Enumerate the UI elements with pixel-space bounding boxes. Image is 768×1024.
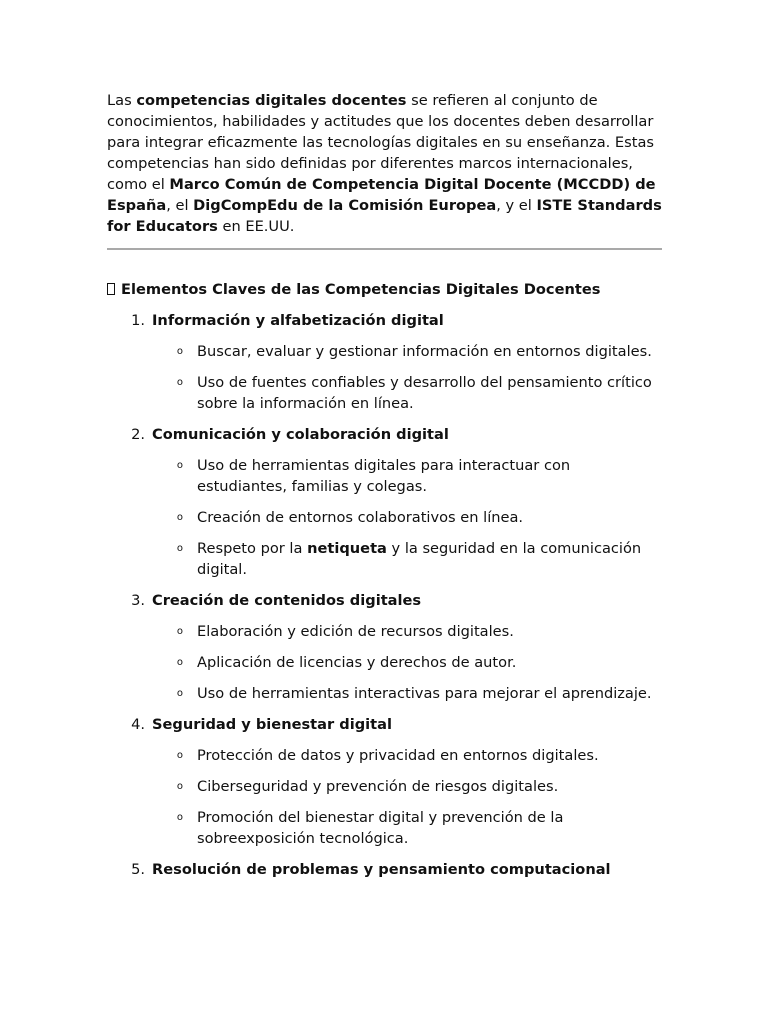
bullet-item xyxy=(107,776,662,797)
list-item-title: Seguridad y bienestar digital xyxy=(152,716,393,733)
list-item-number: 4. xyxy=(131,716,145,733)
bullet-text xyxy=(197,807,662,849)
bullet-text-part: y la seguridad en la comunicación digital. xyxy=(197,540,642,578)
bullet-text-part: Ciberseguridad y prevención de riesgos digitales. xyxy=(197,778,559,795)
sub-bullet-list xyxy=(107,341,662,414)
bullet-circle-icon: o xyxy=(176,512,183,523)
intro-text-4: , y el xyxy=(496,197,537,214)
list-item-number: 3. xyxy=(131,592,145,609)
bullet-text-part: Buscar, evaluar y gestionar información en entornos digitales. xyxy=(197,343,652,360)
list-item-heading xyxy=(107,424,662,445)
bullet-item xyxy=(107,745,662,766)
horizontal-divider xyxy=(107,248,662,250)
intro-paragraph xyxy=(107,90,662,237)
bullet-circle-icon: o xyxy=(176,346,183,357)
sub-bullet-list xyxy=(107,745,662,849)
bullet-circle-icon: o xyxy=(176,688,183,699)
section-heading xyxy=(107,279,662,300)
list-item-heading xyxy=(107,859,662,880)
bullet-text-part: Uso de fuentes confiables y desarrollo del pensamiento crítico sobre la información en línea. xyxy=(197,374,652,412)
bullet-text xyxy=(197,455,662,497)
intro-bold-digcompedu: DigCompEdu de la Comisión Europea xyxy=(193,197,497,214)
list-item-heading xyxy=(107,590,662,611)
bullet-circle-icon: o xyxy=(176,781,183,792)
bullet-text xyxy=(197,776,662,797)
list-item-title: Comunicación y colaboración digital xyxy=(152,426,449,443)
list-item xyxy=(107,714,662,849)
list-item-number: 5. xyxy=(131,861,145,878)
list-item-title: Creación de contenidos digitales xyxy=(152,592,422,609)
bullet-circle-icon: o xyxy=(176,812,183,823)
intro-bold-competencias: competencias digitales docentes xyxy=(136,92,407,109)
list-item-title: Resolución de problemas y pensamiento computacional xyxy=(152,861,611,878)
bullet-item xyxy=(107,652,662,673)
sub-bullet-list xyxy=(107,455,662,580)
bullet-item xyxy=(107,807,662,849)
bullet-circle-icon: o xyxy=(176,377,183,388)
bullet-text xyxy=(197,621,662,642)
intro-bold-iste: ISTE Standards for Educators xyxy=(107,197,662,235)
bullet-item xyxy=(107,455,662,497)
bullet-text-part: Protección de datos y privacidad en entornos digitales. xyxy=(197,747,599,764)
list-item-number: 1. xyxy=(131,312,145,329)
bullet-text-part: Uso de herramientas digitales para interactuar con estudiantes, familias y colegas. xyxy=(197,457,571,495)
bullet-text-part: Creación de entornos colaborativos en línea. xyxy=(197,509,524,526)
intro-text-2: se refieren al conjunto de conocimientos, habilidades y actitudes que los docentes deben desarrollar para integrar eficazmente las tecnologías digitales en su enseñanza. Estas competencias han sido definidas por diferentes marcos internacionales, como el xyxy=(107,92,655,193)
list-item xyxy=(107,310,662,414)
list-item-heading xyxy=(107,310,662,331)
intro-text-1: Las xyxy=(107,92,137,109)
bullet-text xyxy=(197,652,662,673)
bullet-text-part: Promoción del bienestar digital y prevención de la sobreexposición tecnológica. xyxy=(197,809,564,847)
bullet-item xyxy=(107,538,662,580)
bullet-circle-icon: o xyxy=(176,657,183,668)
bullet-item xyxy=(107,372,662,414)
bullet-text xyxy=(197,538,662,580)
bullet-text-part: Respeto por la xyxy=(197,540,308,557)
bullet-text-part: Uso de herramientas interactivas para mejorar el aprendizaje. xyxy=(197,685,652,702)
list-item-number: 2. xyxy=(131,426,145,443)
missing-glyph-icon xyxy=(107,283,115,295)
document-page xyxy=(107,90,662,880)
bullet-circle-icon: o xyxy=(176,626,183,637)
intro-text-5: en EE.UU. xyxy=(217,218,295,235)
bullet-text xyxy=(197,372,662,414)
bullet-item xyxy=(107,621,662,642)
bullet-text xyxy=(197,507,662,528)
intro-bold-mccdd: Marco Común de Competencia Digital Docente (MCCDD) de España xyxy=(107,176,656,214)
sub-bullet-list xyxy=(107,621,662,704)
bullet-item xyxy=(107,507,662,528)
list-item-heading xyxy=(107,714,662,735)
list-item xyxy=(107,590,662,704)
list-item xyxy=(107,424,662,580)
bullet-circle-icon: o xyxy=(176,543,183,554)
bullet-bold-term: netiqueta xyxy=(307,540,387,557)
bullet-item xyxy=(107,341,662,362)
intro-text-3: , el xyxy=(166,197,194,214)
section-heading-text: Elementos Claves de las Competencias Digitales Docentes xyxy=(121,281,601,298)
bullet-text-part: Aplicación de licencias y derechos de autor. xyxy=(197,654,517,671)
bullet-item xyxy=(107,683,662,704)
bullet-circle-icon: o xyxy=(176,750,183,761)
bullet-text xyxy=(197,341,662,362)
bullet-circle-icon: o xyxy=(176,460,183,471)
bullet-text xyxy=(197,745,662,766)
competencies-list xyxy=(107,310,662,880)
bullet-text-part: Elaboración y edición de recursos digitales. xyxy=(197,623,514,640)
bullet-text xyxy=(197,683,662,704)
list-item-title: Información y alfabetización digital xyxy=(152,312,444,329)
list-item xyxy=(107,859,662,880)
